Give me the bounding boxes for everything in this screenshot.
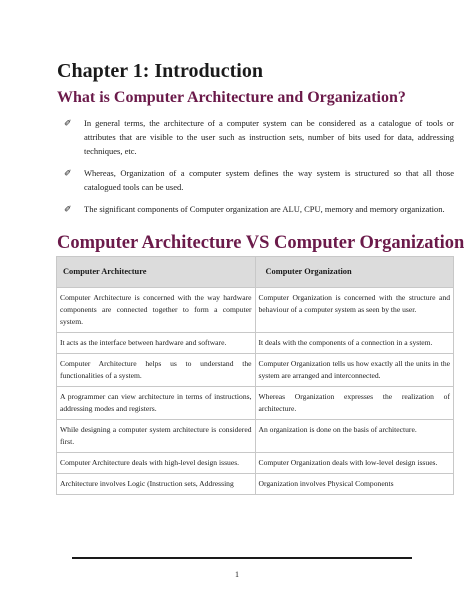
page-number: 1 <box>235 570 239 579</box>
list-item-text: The significant components of Computer organization are ALU, CPU, memory and memory organization. <box>84 204 445 214</box>
table-cell: It acts as the interface between hardware and software. <box>57 333 256 354</box>
table-row <box>57 354 454 387</box>
table-row <box>57 288 454 333</box>
table-cell: Organization involves Physical Components <box>255 474 454 495</box>
table-cell: Computer Organization deals with low-level design issues. <box>255 453 454 474</box>
table-cell: While designing a computer system architecture is considered first. <box>57 420 256 453</box>
table-row <box>57 453 454 474</box>
bullet-list <box>64 116 454 224</box>
section-heading: What is Computer Architecture and Organization? <box>57 89 406 106</box>
table-row <box>57 333 454 354</box>
pencil-icon: ✐ <box>64 168 72 178</box>
table-cell: Computer Architecture is concerned with the way hardware components are connected together to form a computer system. <box>57 288 256 333</box>
table-row <box>57 387 454 420</box>
comparison-heading: Computer Architecture VS Computer Organization <box>57 233 465 253</box>
table-cell: Computer Organization is concerned with the structure and behaviour of a computer system as seen by the user. <box>255 288 454 333</box>
list-item <box>64 166 454 194</box>
table-header-row <box>57 257 454 288</box>
table-cell: Architecture involves Logic (Instruction sets, Addressing <box>57 474 256 495</box>
column-header-organization: Computer Organization <box>255 257 454 288</box>
table-row <box>57 474 454 495</box>
table-cell: Computer Organization tells us how exactly all the units in the system are arranged and interconnected. <box>255 354 454 387</box>
footer-divider <box>72 557 412 559</box>
list-item <box>64 116 454 158</box>
list-item-text: In general terms, the architecture of a computer system can be considered as a catalogue of tools or attributes that are visible to the user such as instruction sets, number of bits used for data, addressing techniques, etc. <box>84 118 454 156</box>
comparison-table <box>56 256 454 495</box>
table-cell: It deals with the components of a connection in a system. <box>255 333 454 354</box>
table-cell: Computer Architecture helps us to understand the functionalities of a system. <box>57 354 256 387</box>
table-cell: An organization is done on the basis of architecture. <box>255 420 454 453</box>
pencil-icon: ✐ <box>64 204 72 214</box>
table-cell: Whereas Organization expresses the realization of architecture. <box>255 387 454 420</box>
pencil-icon: ✐ <box>64 118 72 128</box>
list-item-text: Whereas, Organization of a computer system defines the way system is structured so that all those catalogued tools can be used. <box>84 168 454 192</box>
table-cell: Computer Architecture deals with high-level design issues. <box>57 453 256 474</box>
table-row <box>57 420 454 453</box>
chapter-title: Chapter 1: Introduction <box>57 60 263 82</box>
list-item <box>64 202 454 216</box>
column-header-architecture: Computer Architecture <box>57 257 256 288</box>
table-cell: A programmer can view architecture in terms of instructions, addressing modes and registers. <box>57 387 256 420</box>
